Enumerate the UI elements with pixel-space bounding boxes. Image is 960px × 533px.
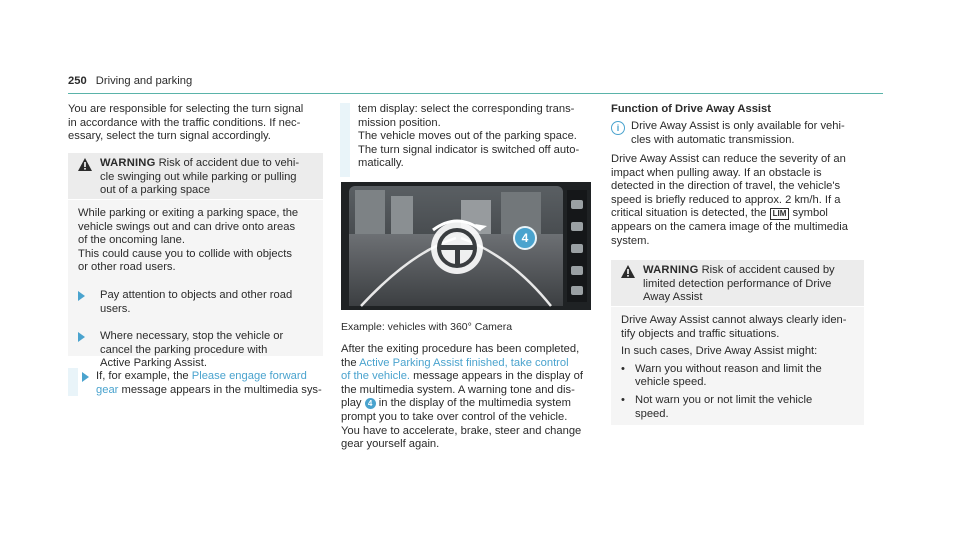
intro-line: in accordance with the traffic conditions. If nec- (68, 116, 301, 129)
paragraph-line: After the exiting procedure has been completed, (341, 343, 580, 355)
step-line: users. (100, 302, 131, 315)
step-arrow-icon (82, 372, 89, 382)
header-rule (68, 93, 883, 94)
lim-symbol-icon: LIM (770, 208, 790, 220)
paragraph-line: Drive Away Assist can reduce the severity of an (611, 153, 846, 165)
intro-line: essary, select the turn signal accordingly. (68, 130, 271, 143)
step-line: Active Parking Assist. (100, 357, 207, 370)
step-text: The turn signal indicator is switched off auto- (358, 143, 580, 156)
warning-body-line: tify objects and traffic situations. (621, 327, 780, 340)
intro-line: You are responsible for selecting the turn signal (68, 103, 304, 115)
warning-icon (78, 158, 100, 174)
step-gutter (340, 103, 350, 177)
image-caption: Example: vehicles with 360° Camera (341, 321, 513, 333)
paragraph-line: detected in the direction of travel, the vehicle's (611, 180, 841, 193)
bullet-line: vehicle speed. (635, 376, 707, 389)
step-line: Where necessary, stop the vehicle or (100, 330, 284, 343)
paragraph-line: speed is briefly reduced to approx. 2 km/h. If a (611, 193, 841, 206)
section-heading: Function of Drive Away Assist (611, 103, 771, 115)
column-2-cont (358, 103, 598, 171)
paragraph-text: play (341, 397, 362, 410)
step-arrow-icon (78, 332, 85, 342)
warning-box-2-body (611, 307, 864, 425)
paragraph-text: in the display of the multimedia system (378, 397, 571, 410)
warning-bullet (621, 363, 861, 390)
display-message: Active Parking Assist finished, take control (359, 356, 569, 369)
display-message: gear (96, 383, 119, 396)
warning-step (78, 330, 318, 371)
bullet-line: speed. (635, 407, 669, 420)
warning-line: Risk of accident due to vehi- (158, 157, 300, 169)
step-text: mission position. (358, 116, 441, 129)
warning-line: Away Assist (643, 291, 703, 304)
step-text: If, for example, the (96, 370, 189, 382)
warning-icon (621, 265, 643, 281)
paragraph-line: impact when pulling away. If an obstacle is (611, 166, 822, 179)
warning-title: WARNING (100, 157, 156, 169)
warning-box-1-header (68, 153, 323, 199)
paragraph-line: system. (611, 234, 650, 247)
warning-step (78, 289, 318, 316)
step-arrow-icon (78, 291, 85, 301)
warning-body-line: In such cases, Drive Away Assist might: (621, 345, 818, 358)
paragraph-line: appears on the camera image of the multimedia (611, 220, 848, 233)
function-paragraph (611, 153, 886, 248)
warning-line: out of a parking space (100, 184, 211, 197)
column-1 (68, 103, 323, 144)
paragraph-text: symbol (792, 207, 828, 220)
step-text: message appears in the multimedia sys- (121, 383, 322, 396)
warning-box-2-header (611, 260, 864, 306)
warning-line: limited detection performance of Drive (643, 277, 832, 290)
page-header (68, 75, 192, 89)
page-number: 250 (68, 75, 87, 87)
warning-body-line: or other road users. (78, 261, 176, 274)
warning-body-line: of the oncoming lane. (78, 234, 185, 247)
section-title: Driving and parking (95, 75, 193, 87)
info-line: Drive Away Assist is only available for vehi- (631, 120, 845, 132)
paragraph-text: the (341, 356, 357, 369)
display-message: Please engage forward (191, 370, 307, 382)
warning-body-line: Drive Away Assist cannot always clearly iden- (621, 314, 847, 326)
paragraph-line: You have to accelerate, brake, steer and change (341, 424, 582, 437)
info-line: cles with automatic transmission. (631, 133, 795, 146)
warning-body-line: While parking or exiting a parking space, the (78, 207, 299, 219)
step-gutter (68, 368, 78, 396)
step-text: matically. (358, 157, 404, 170)
callout-badge: 4 (365, 398, 376, 409)
warning-line: cle swinging out while parking or pulling (100, 170, 297, 183)
info-icon: i (611, 121, 625, 135)
callout-badge: 4 (513, 226, 537, 250)
display-message: of the vehicle. (341, 370, 411, 383)
paragraph-text: critical situation is detected, the (611, 207, 767, 220)
warning-body-line: This could cause you to collide with objects (78, 247, 292, 260)
exit-paragraph (341, 343, 596, 452)
step-text: tem display: select the corresponding trans- (358, 103, 575, 115)
bullet-line: • Warn you without reason and limit the (635, 362, 822, 375)
bullet-line: • Not warn you or not limit the vehicle (635, 393, 813, 406)
warning-title: WARNING (643, 264, 699, 276)
paragraph-line: gear yourself again. (341, 438, 440, 451)
info-note (611, 120, 881, 147)
camera-view-illustration (341, 182, 591, 310)
paragraph-text: message appears in the display of (413, 370, 583, 383)
warning-line: Risk of accident caused by (701, 264, 835, 276)
step-line: cancel the parking procedure with (100, 343, 268, 356)
step-text: The vehicle moves out of the parking space. (358, 130, 577, 143)
step-line: Pay attention to objects and other road (100, 288, 293, 301)
camera-image (341, 182, 591, 310)
step-if (78, 370, 328, 397)
warning-bullet (621, 394, 861, 421)
warning-box-1-body (68, 200, 323, 370)
paragraph-line: prompt you to take over control of the vehicle. (341, 410, 568, 423)
warning-body-line: vehicle swings out and can drive onto areas (78, 220, 296, 233)
paragraph-line: the multimedia system. A warning tone and dis- (341, 383, 575, 396)
